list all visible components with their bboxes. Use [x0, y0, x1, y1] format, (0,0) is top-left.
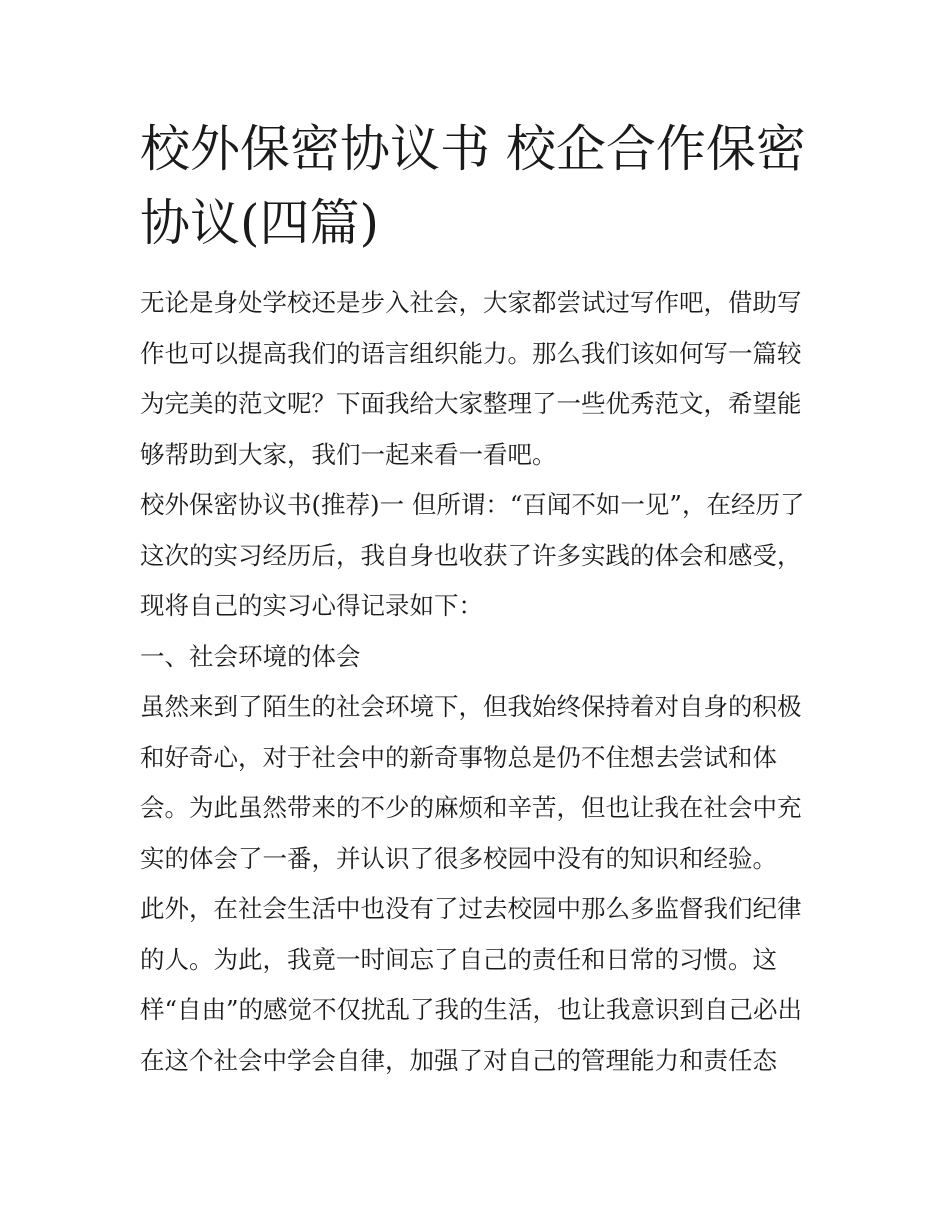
text-line: 校外保密协议书(推荐)一 但所谓：“百闻不如一见”，在经历了 — [140, 490, 805, 519]
text-line: 和好奇心，对于社会中的新奇事物总是仍不住想去尝试和体 — [140, 742, 777, 772]
text-line: 会。为此虽然带来的不少的麻烦和辛苦，但也让我在社会中充 — [140, 793, 802, 822]
document-title — [140, 112, 812, 260]
text-line: 虽然来到了陌生的社会环境下，但我始终保持着对自身的积极 — [140, 692, 802, 721]
text-line: 样“自由”的感觉不仅扰乱了我的生活，也让我意识到自己必出 — [140, 995, 803, 1024]
title-line: 协议(四篇) — [140, 194, 380, 252]
title-line: 校外保密协议书 校企合作保密 — [140, 120, 806, 178]
body-paragraph — [140, 884, 812, 1086]
intro-paragraph — [140, 278, 812, 480]
text-line: 这次的实习经历后，我自身也收获了许多实践的体会和感受， — [140, 540, 802, 570]
text-line: 无论是身处学校还是步入社会，大家都尝试过写作吧，借助写 — [140, 288, 802, 317]
text-line: 够帮助到大家，我们一起来看一看吧。 — [140, 439, 557, 469]
text-line: 为完美的范文呢？下面我给大家整理了一些优秀范文，希望能 — [140, 389, 802, 418]
text-line: 现将自己的实习心得记录如下： — [140, 591, 483, 620]
document-body — [140, 278, 812, 1086]
body-paragraph — [140, 682, 812, 884]
text-line: 实的体会了一番，并认识了很多校园中没有的知识和经验。 — [140, 843, 777, 873]
text-line: 在这个社会中学会自律，加强了对自己的管理能力和责任态 — [140, 1045, 777, 1075]
text-line: 此外，在社会生活中也没有了过去校园中那么多监督我们纪律 — [140, 894, 802, 923]
text-line: 作也可以提高我们的语言组织能力。那么我们该如何写一篇较 — [140, 338, 802, 368]
text-line: 的人。为此，我竟一时间忘了自己的责任和日常的习惯。这 — [140, 944, 777, 974]
section-one-paragraph — [140, 480, 812, 632]
heading-line: 一、社会环境的体会 — [140, 641, 361, 671]
section-heading — [140, 632, 812, 683]
document-content — [140, 112, 812, 1086]
